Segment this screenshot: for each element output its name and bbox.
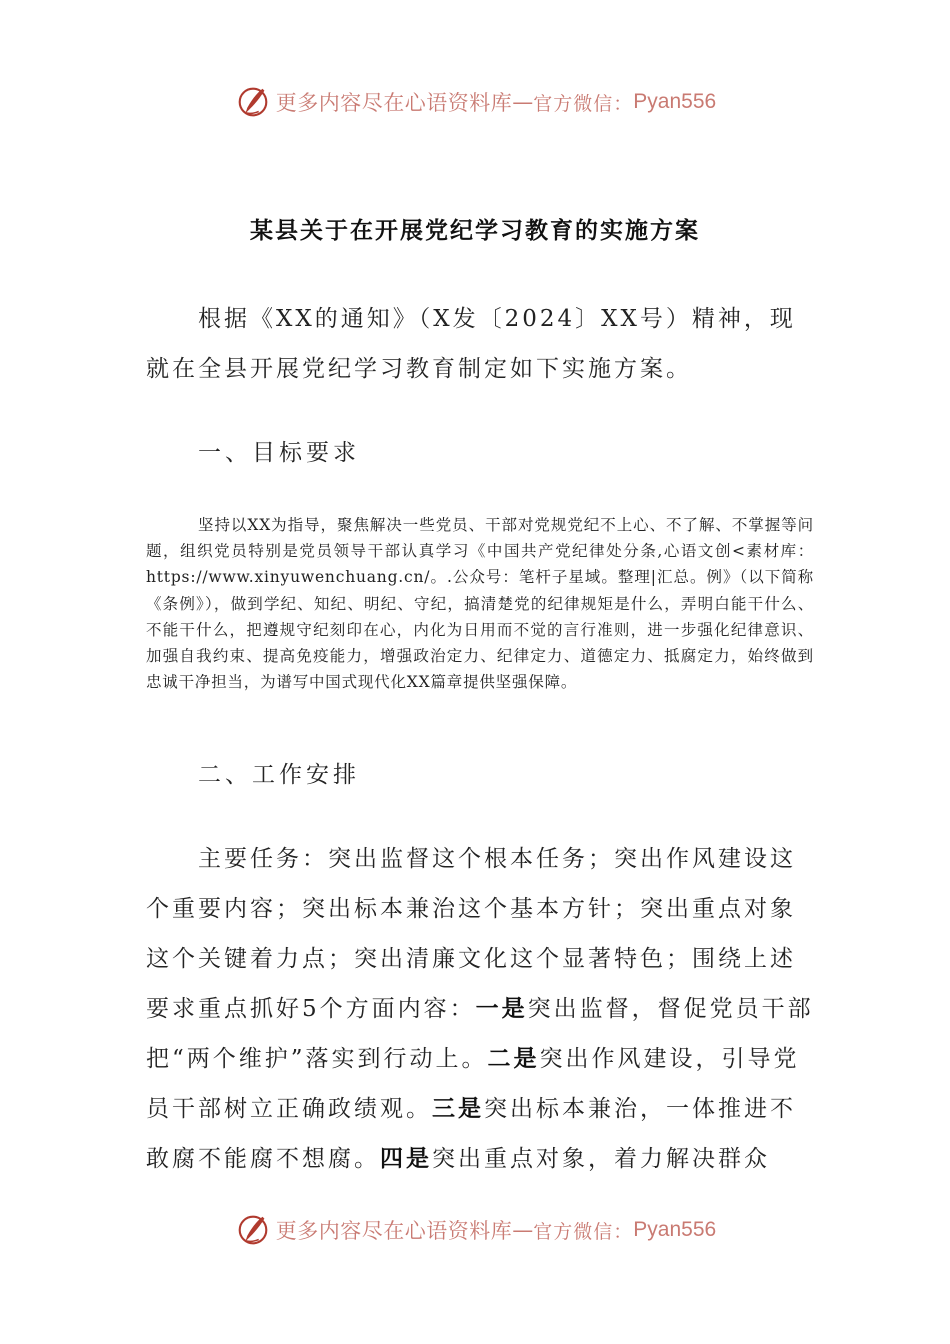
banner-sub-text: 官方微信： [533, 1220, 634, 1243]
document-title: 某县关于在开展党纪学习教育的实施方案 [250, 218, 700, 244]
banner-main-text: 更多内容尽在心语资料库 [275, 1219, 513, 1243]
item-text-2: 突出作风建设，引导党员干部树立正确政绩观。 [146, 1046, 800, 1122]
item-text-4: 突出重点对象，着力解决群众 [432, 1146, 770, 1172]
quill-pen-logo-icon [234, 83, 272, 121]
banner-wechat-id: Pyan556 [633, 1218, 717, 1241]
item-marker-3: 三是 [432, 1095, 484, 1122]
item-text-3: 突出标本兼治，一体推进不敢腐不能腐不想腐。 [146, 1096, 796, 1172]
quill-pen-logo-icon [234, 1211, 272, 1249]
tasks-intro-text: 主要任务：突出监督这个根本任务；突出作风建设这个重要内容；突出标本兼治这个基本方针；突出重点对象这个关键着力点；突出清廉文化这个显著特色；围绕上述要求重点抓好5个方面内容： [146, 846, 796, 1022]
banner-dash: — [512, 90, 534, 114]
item-text-1: 突出监督，督促党员干部把“两个维护”落实到行动上。 [146, 996, 814, 1072]
header-watermark-banner [0, 80, 950, 124]
item-marker-2: 二是 [487, 1045, 540, 1072]
item-marker-1: 一是 [475, 995, 528, 1022]
banner-sub-text: 官方微信： [533, 92, 634, 115]
banner-main-text: 更多内容尽在心语资料库 [275, 91, 513, 115]
banner-wechat-id: Pyan556 [633, 90, 717, 113]
footer-watermark-banner [0, 1208, 950, 1252]
section-heading-arrangement: 二、工作安排 [198, 762, 360, 788]
goals-paragraph: 坚持以XX为指导，聚焦解决一些党员、干部对党规党纪不上心、不了解、不掌握等问题，组织党员特别是党员领导干部认真学习《中国共产党纪律处分条,心语文创<素材库：https://www.xinyuwenchuang.cn/。.公众号：笔杆子星域。整理|汇总。例》（以下简称《条例》），做到学纪、知纪、明纪、守纪，搞清楚党的纪律规矩是什么，弄明白能干什么、不能干什么，把遵规守纪刻印在心，内化为日用而不觉的言行准则，进一步强化纪律意识、加强自我约束、提高免疫能力，增强政治定力、纪律定力、道德定力、抵腐定力，始终做到忠诚干净担当，为谱写中国式现代化XX篇章提供坚强保障。 [146, 516, 814, 692]
item-marker-4: 四是 [380, 1145, 432, 1172]
intro-paragraph: 根据《XX的通知》（X发〔2024〕XX号）精神，现就在全县开展党纪学习教育制定如下实施方案。 [146, 306, 796, 382]
section-heading-goals: 一、目标要求 [198, 440, 360, 466]
banner-dash: — [512, 1218, 534, 1242]
tasks-paragraph [146, 834, 816, 1184]
